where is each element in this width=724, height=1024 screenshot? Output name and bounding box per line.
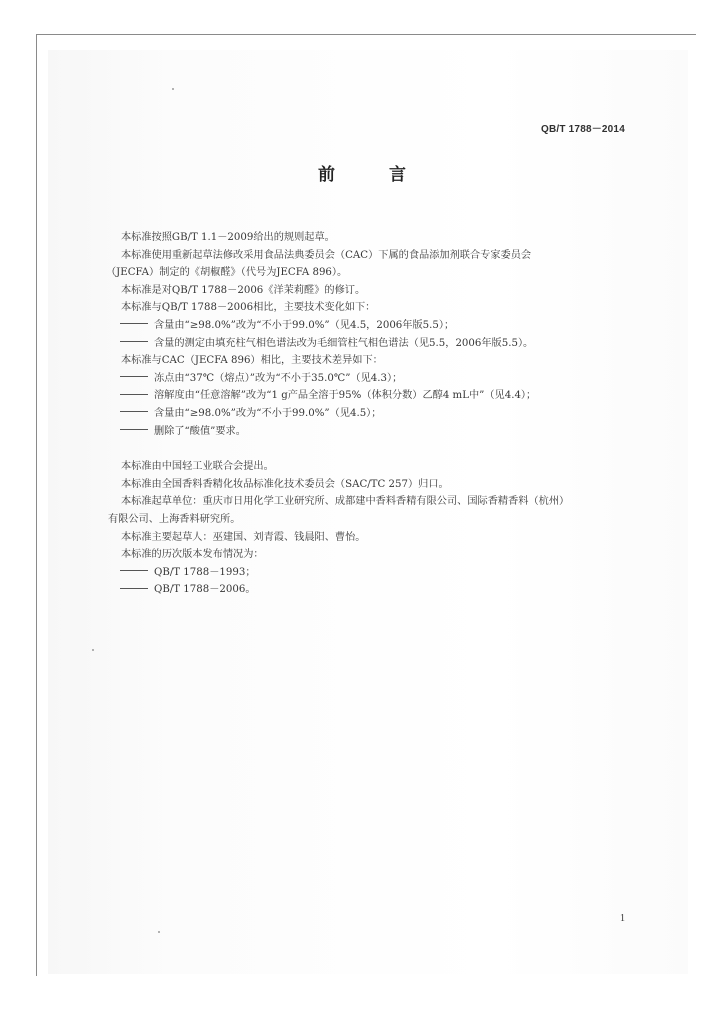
paragraph-line: 本标准由中国轻工业联合会提出。 [121,461,274,473]
list-item-text: 含量的测定由填充柱气相色谱法改为毛细管柱气相色谱法（见5.5，2006年版5.5）。 [154,337,534,349]
list-item-text: 删除了“酸值”要求。 [154,425,246,437]
paragraph-line: 本标准与QB/T 1788－2006相比，主要技术变化如下： [121,302,376,314]
list-item [109,317,654,335]
dash-mark [120,323,148,324]
dash-mark [120,429,148,430]
list-item-text: 含量由“≥98.0%”改为“不小于99.0%”（见4.5）； [154,407,382,419]
list-item-text: QB/T 1788－2006。 [154,584,256,596]
paragraph-line: 本标准的历次版本发布情况为： [121,549,264,561]
paragraph-line: 本标准按照GB/T 1.1－2009给出的规则起草。 [121,232,335,243]
paragraph-line: 本标准使用重新起草法修改采用食品法典委员会（CAC）下属的食品添加剂联合专家委员会 [121,249,532,261]
list-item [109,370,654,388]
dash-mark [120,394,148,395]
dash-mark [120,341,148,342]
scan-speck [158,931,160,933]
dash-mark [120,411,148,412]
list-item-text: QB/T 1788－1993； [154,566,256,578]
paragraph-line: 本标准与CAC（JECFA 896）相比，主要技术差异如下： [121,355,383,367]
list-item [109,423,654,441]
dash-mark [120,588,148,589]
scan-speck [172,88,174,90]
list-item [109,564,654,582]
section-gap [109,440,654,458]
list-item [109,387,654,405]
list-item-text: 含量由“≥98.0%”改为“不小于99.0%”（见4.5，2006年版5.5）； [154,319,455,331]
paragraph-line: 本标准起草单位：重庆市日用化学工业研究所、成都建中香料香精有限公司、国际香精香料（杭州） [121,496,570,508]
standard-code: QB/T 1788－2014 [541,124,625,135]
foreword-body [106,229,654,599]
dash-mark [120,570,148,571]
paragraph-line: （JECFA）制定的《胡椒醛》（代号为JECFA 896）。 [106,267,348,279]
paragraph-line: 本标准主要起草人：巫建国、刘青霞、钱晨阳、曹怡。 [121,531,366,543]
top-border-line [36,34,696,35]
dash-mark [120,376,148,377]
page-title: 前 言 [318,165,430,185]
list-item-text: 冻点由“37℃（熔点）”改为“不小于35.0℃”（见4.3）； [154,372,403,384]
list-item [109,405,654,423]
scan-speck [92,649,94,651]
page-number: 1 [620,913,625,924]
list-item [109,335,654,353]
paragraph-line: 有限公司、上海香料研究所。 [108,513,241,525]
list-item-text: 溶解度由“任意溶解”改为“1 g产品全溶于95%（体积分数）乙醇4 mL中”（见4.4）； [154,390,537,402]
paragraph-line: 本标准由全国香料香精化妆品标准化技术委员会（SAC/TC 257）归口。 [121,478,449,490]
paragraph-line: 本标准是对QB/T 1788－2006《洋茉莉醛》的修订。 [121,284,366,296]
list-item [109,581,654,599]
